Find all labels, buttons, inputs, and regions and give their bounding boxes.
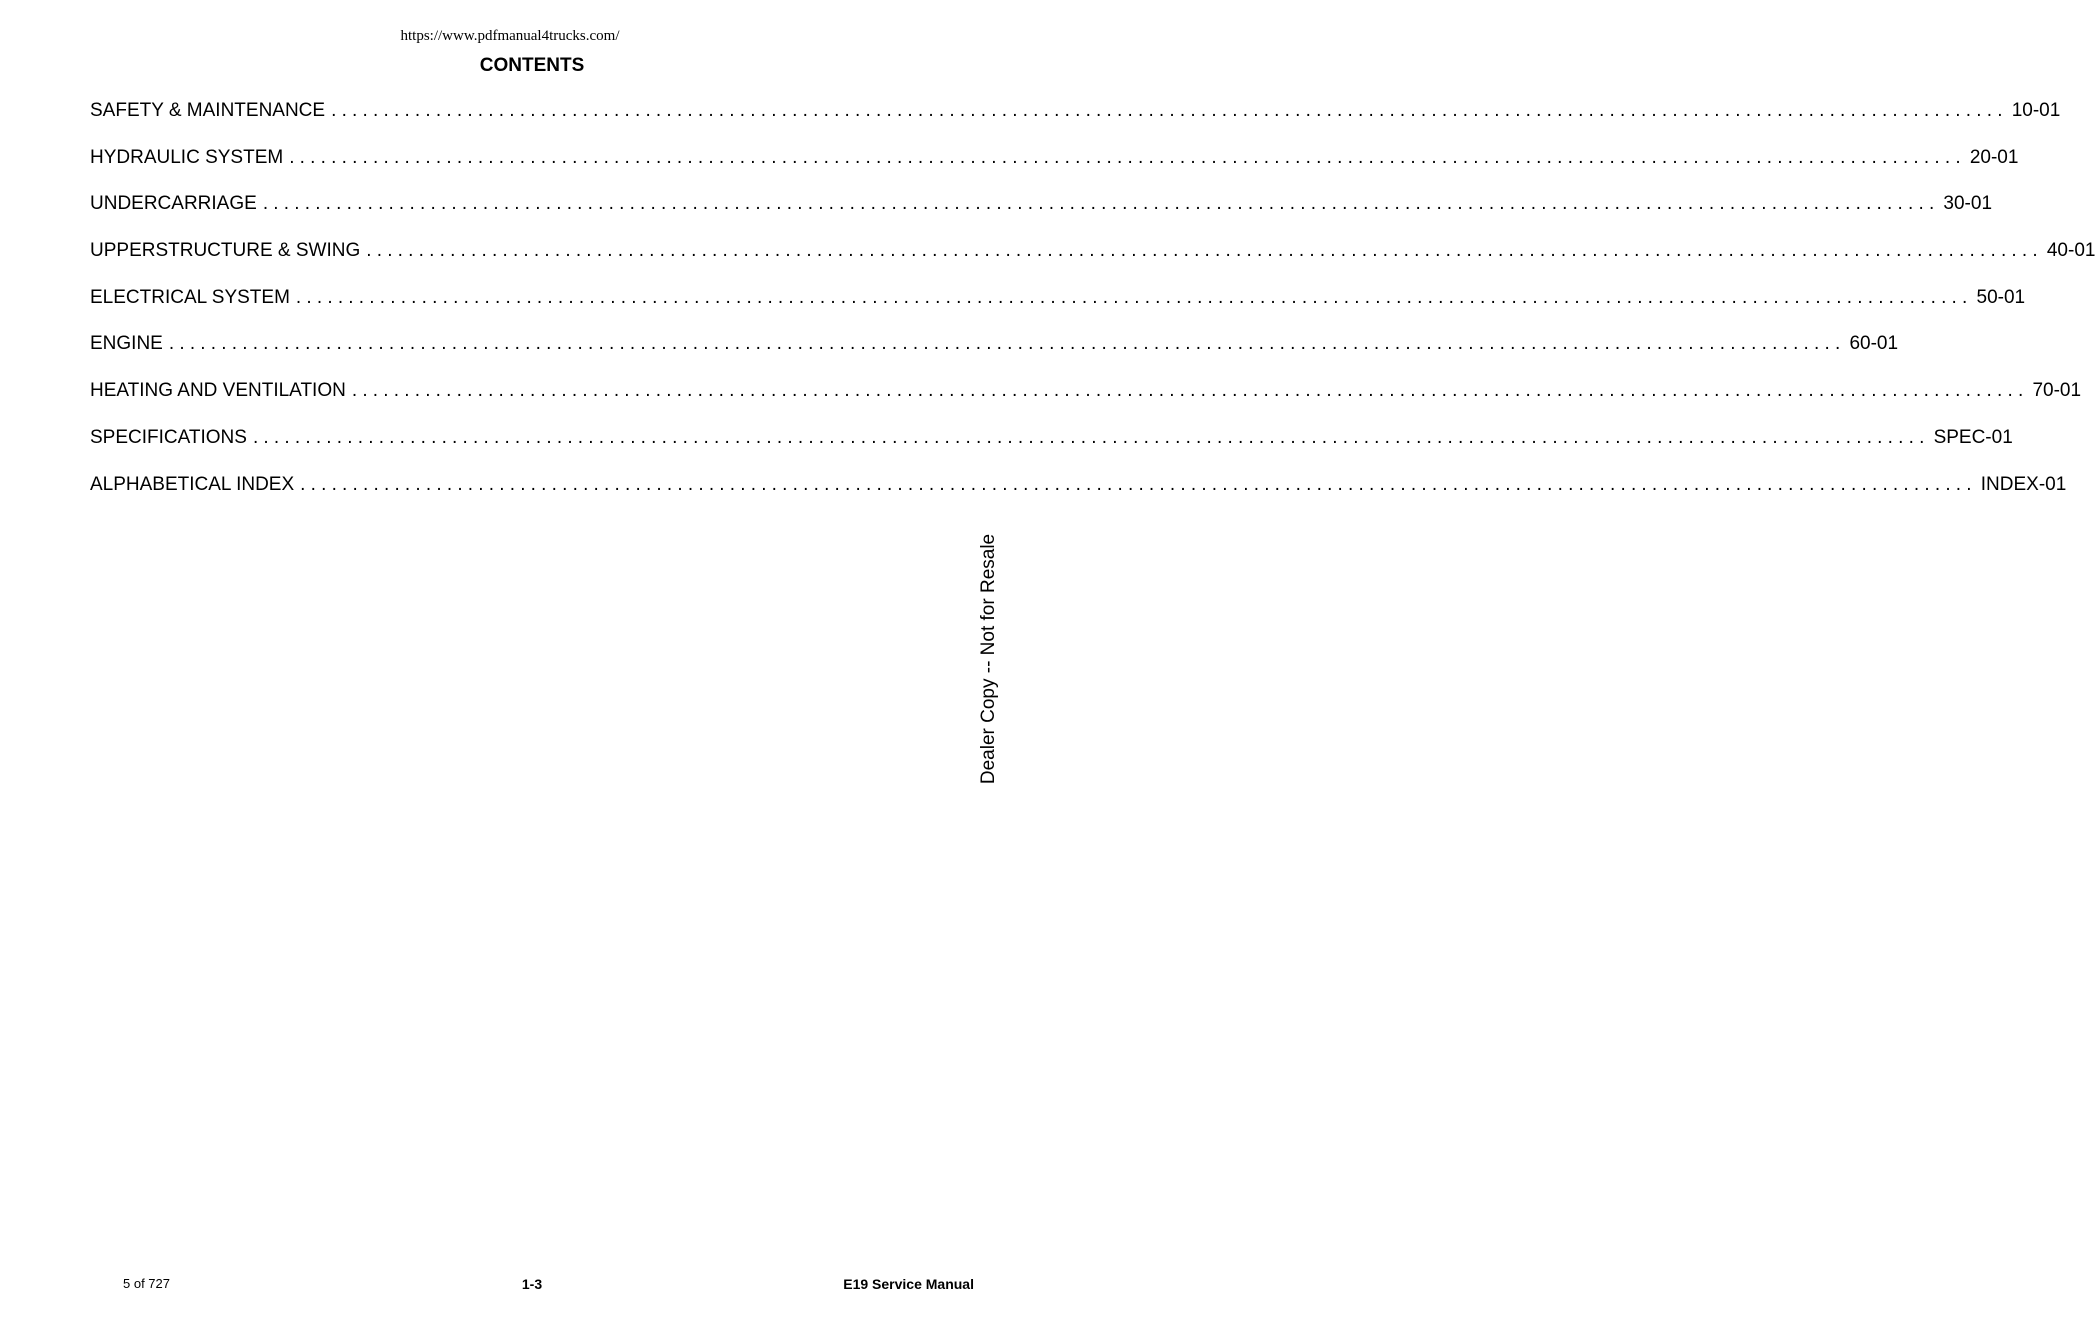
toc-leader-dots: ................................................................................................................................................................ [168, 333, 1846, 355]
toc-entry-page: 40-01 [2046, 240, 2095, 262]
toc-entry-label: UPPERSTRUCTURE & SWING [90, 240, 361, 262]
toc-entry-page: 20-01 [1969, 146, 2019, 168]
toc-entry-page: 30-01 [1943, 193, 1993, 215]
toc-entry-label: HYDRAULIC SYSTEM [90, 146, 284, 168]
toc-entry-page: 10-01 [2011, 100, 2061, 121]
toc-leader-dots: ................................................................................................................................................................ [331, 100, 2008, 121]
toc-entry-label: ALPHABETICAL INDEX [90, 473, 295, 495]
toc-leader-dots: ................................................................................................................................................................ [351, 380, 2029, 402]
page-title: CONTENTS [479, 55, 585, 76]
toc-entry-page: 60-01 [1849, 333, 1899, 355]
toc-entry-label: HEATING AND VENTILATION [90, 380, 346, 402]
toc-entry-label: ENGINE [90, 333, 163, 355]
toc-entry-engine[interactable] [90, 333, 1899, 380]
toc-entry-hydraulic-system[interactable] [90, 146, 2019, 194]
toc-entry-page: INDEX-01 [1980, 473, 2067, 495]
toc-entry-page: 50-01 [1976, 286, 2026, 308]
page-number: 1-3 [521, 1276, 543, 1292]
toc-leader-dots: ................................................................................................................................................................ [295, 286, 1973, 308]
toc-entry-label: UNDERCARRIAGE [90, 193, 257, 215]
toc-entry-label: SPECIFICATIONS [90, 426, 247, 448]
toc-leader-dots: ................................................................................................................................................................ [262, 193, 1940, 215]
page-count: 5 of 727 [123, 1276, 170, 1291]
table-of-contents [90, 100, 2095, 520]
toc-entry-safety-maintenance[interactable] [90, 100, 2061, 147]
source-url: https://www.pdfmanual4trucks.com/ [400, 28, 620, 44]
toc-leader-dots: ................................................................................................................................................................ [366, 240, 2043, 262]
toc-entry-page: 70-01 [2032, 380, 2082, 402]
toc-entry-upperstructure-swing[interactable] [90, 240, 2095, 287]
toc-entry-label: SAFETY & MAINTENANCE [90, 100, 326, 121]
toc-leader-dots: ................................................................................................................................................................ [289, 146, 1966, 168]
toc-entry-undercarriage[interactable] [90, 193, 1993, 240]
toc-leader-dots: ................................................................................................................................................................ [300, 473, 1977, 495]
toc-entry-page: SPEC-01 [1933, 426, 2013, 448]
dealer-copy-stamp: Dealer Copy -- Not for Resale [978, 533, 999, 785]
toc-entry-specifications[interactable] [90, 426, 2013, 474]
manual-name: E19 Service Manual [843, 1276, 974, 1292]
toc-leader-dots: ................................................................................................................................................................ [252, 426, 1930, 448]
toc-entry-electrical-system[interactable] [90, 286, 2026, 334]
toc-entry-heating-ventilation[interactable] [90, 380, 2082, 427]
toc-entry-alphabetical-index[interactable] [90, 473, 2067, 521]
toc-entry-label: ELECTRICAL SYSTEM [90, 286, 290, 308]
